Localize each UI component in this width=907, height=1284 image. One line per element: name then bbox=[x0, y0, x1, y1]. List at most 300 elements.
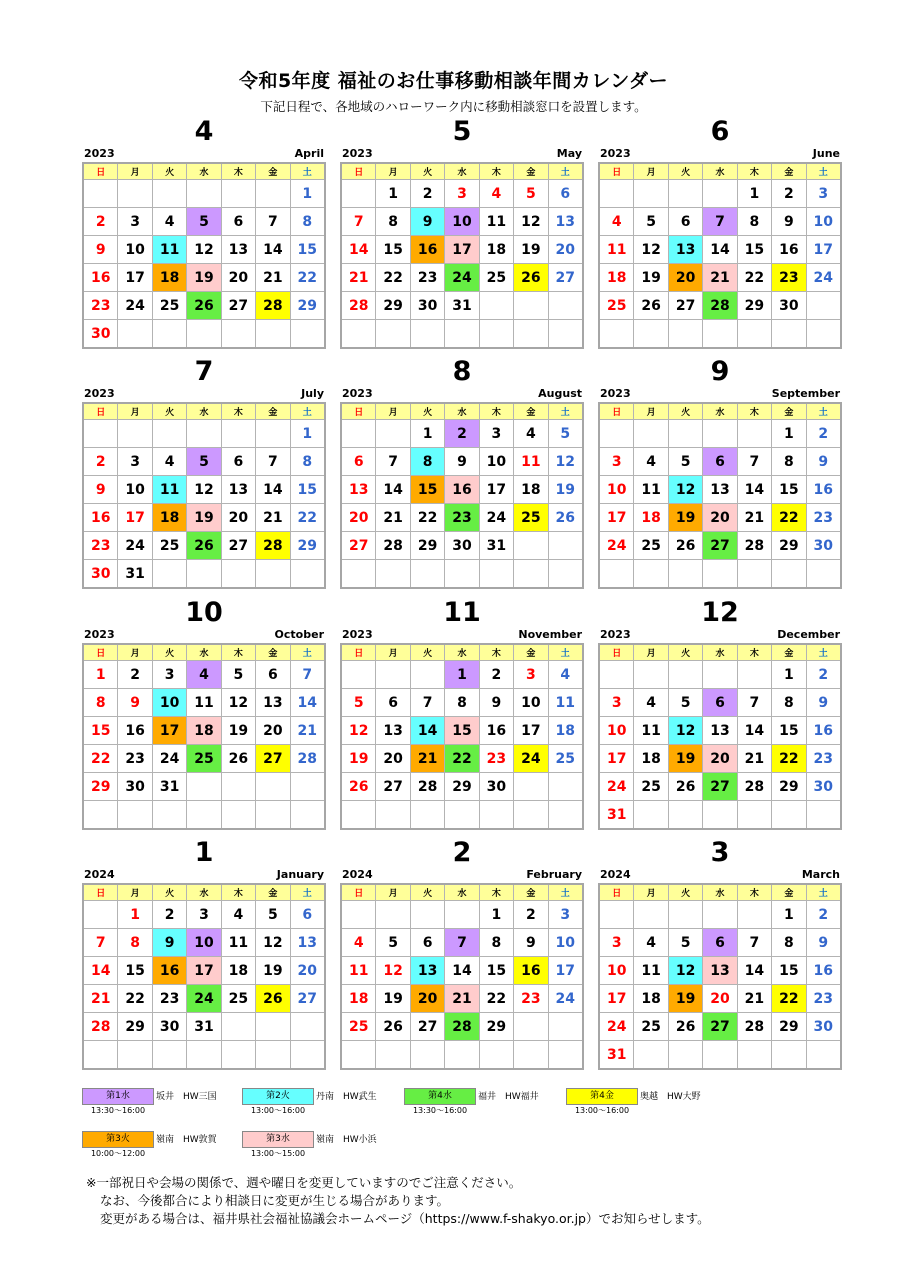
weekday-row bbox=[599, 884, 841, 901]
month-name: December bbox=[777, 628, 840, 641]
day-cell: 22 bbox=[737, 264, 771, 292]
day-cell: 20 bbox=[410, 985, 444, 1013]
day-cell: 14 bbox=[256, 476, 290, 504]
month-year: 2024 bbox=[600, 868, 631, 881]
weekday-header: 月 bbox=[634, 644, 668, 661]
day-cell: 14 bbox=[737, 476, 771, 504]
empty-cell bbox=[83, 180, 118, 208]
week-row bbox=[599, 292, 841, 320]
month-year: 2023 bbox=[342, 387, 373, 400]
day-cell: 22 bbox=[290, 504, 325, 532]
empty-cell bbox=[806, 1041, 841, 1070]
week-row bbox=[599, 957, 841, 985]
legend-time: 13:30～16:00 bbox=[412, 1106, 468, 1115]
month-number: 1 bbox=[194, 837, 214, 868]
empty-cell bbox=[341, 1041, 376, 1070]
day-cell: 2 bbox=[772, 180, 806, 208]
week-row bbox=[83, 957, 325, 985]
day-cell: 22 bbox=[772, 745, 806, 773]
week-row bbox=[599, 236, 841, 264]
weekday-header: 日 bbox=[341, 884, 376, 901]
empty-cell bbox=[514, 1041, 548, 1070]
day-cell: 10 bbox=[187, 929, 221, 957]
empty-cell bbox=[806, 292, 841, 320]
empty-cell bbox=[548, 560, 583, 589]
day-cell: 23 bbox=[152, 985, 186, 1013]
month-year: 2023 bbox=[600, 147, 631, 160]
day-cell: 19 bbox=[668, 745, 702, 773]
day-cell: 27 bbox=[290, 985, 325, 1013]
weekday-header: 火 bbox=[152, 403, 186, 420]
weekday-header: 月 bbox=[118, 163, 152, 180]
day-cell: 7 bbox=[83, 929, 118, 957]
day-cell: 22 bbox=[376, 264, 410, 292]
empty-cell bbox=[514, 801, 548, 830]
day-cell: 26 bbox=[341, 773, 376, 801]
week-row bbox=[341, 420, 583, 448]
day-cell: 5 bbox=[221, 661, 255, 689]
day-cell: 3 bbox=[187, 901, 221, 929]
weekday-row bbox=[341, 163, 583, 180]
day-cell: 25 bbox=[152, 292, 186, 320]
empty-cell bbox=[737, 320, 771, 349]
legend-time: 13:00～16:00 bbox=[250, 1106, 306, 1115]
week-row bbox=[83, 476, 325, 504]
week-row bbox=[599, 560, 841, 589]
empty-cell bbox=[514, 773, 548, 801]
empty-cell bbox=[737, 901, 771, 929]
empty-cell bbox=[410, 901, 444, 929]
empty-cell bbox=[548, 532, 583, 560]
weekday-header: 火 bbox=[152, 644, 186, 661]
weekday-header: 水 bbox=[187, 403, 221, 420]
month-header bbox=[82, 837, 326, 881]
week-row bbox=[599, 208, 841, 236]
day-cell: 22 bbox=[118, 985, 152, 1013]
day-cell: 16 bbox=[806, 717, 841, 745]
weekday-row bbox=[83, 163, 325, 180]
day-cell: 30 bbox=[445, 532, 479, 560]
empty-cell bbox=[256, 180, 290, 208]
day-cell: 6 bbox=[341, 448, 376, 476]
day-cell: 17 bbox=[514, 717, 548, 745]
month-header bbox=[82, 116, 326, 160]
weekday-header: 木 bbox=[479, 163, 513, 180]
week-row bbox=[599, 929, 841, 957]
day-cell: 23 bbox=[479, 745, 513, 773]
day-cell: 10 bbox=[445, 208, 479, 236]
day-cell: 13 bbox=[376, 717, 410, 745]
day-cell: 3 bbox=[479, 420, 513, 448]
day-cell: 21 bbox=[376, 504, 410, 532]
day-cell: 16 bbox=[806, 957, 841, 985]
day-cell: 4 bbox=[152, 448, 186, 476]
day-cell: 22 bbox=[772, 504, 806, 532]
day-cell: 31 bbox=[118, 560, 152, 589]
weekday-header: 水 bbox=[445, 403, 479, 420]
month-number: 8 bbox=[452, 356, 472, 387]
empty-cell bbox=[290, 320, 325, 349]
day-cell: 5 bbox=[187, 448, 221, 476]
empty-cell bbox=[256, 773, 290, 801]
month-name: May bbox=[556, 147, 582, 160]
day-cell: 19 bbox=[376, 985, 410, 1013]
day-cell: 13 bbox=[221, 236, 255, 264]
empty-cell bbox=[221, 1041, 255, 1070]
empty-cell bbox=[668, 901, 702, 929]
day-cell: 16 bbox=[118, 717, 152, 745]
empty-cell bbox=[290, 773, 325, 801]
weekday-header: 火 bbox=[410, 884, 444, 901]
weekday-header: 木 bbox=[221, 884, 255, 901]
month-number: 9 bbox=[710, 356, 730, 387]
day-cell: 3 bbox=[599, 929, 634, 957]
day-cell: 5 bbox=[376, 929, 410, 957]
empty-cell bbox=[118, 320, 152, 349]
month-name: June bbox=[812, 147, 840, 160]
day-cell: 2 bbox=[806, 420, 841, 448]
weekday-header: 土 bbox=[290, 163, 325, 180]
empty-cell bbox=[118, 420, 152, 448]
day-cell: 1 bbox=[772, 661, 806, 689]
day-cell: 17 bbox=[187, 957, 221, 985]
week-row bbox=[341, 476, 583, 504]
empty-cell bbox=[514, 1013, 548, 1041]
month-number: 11 bbox=[443, 597, 481, 628]
day-cell: 4 bbox=[479, 180, 513, 208]
day-cell: 12 bbox=[341, 717, 376, 745]
empty-cell bbox=[445, 320, 479, 349]
empty-cell bbox=[514, 292, 548, 320]
empty-cell bbox=[256, 801, 290, 830]
empty-cell bbox=[256, 560, 290, 589]
day-cell: 20 bbox=[221, 504, 255, 532]
weekday-header: 金 bbox=[514, 884, 548, 901]
day-cell: 13 bbox=[703, 957, 737, 985]
day-cell: 1 bbox=[479, 901, 513, 929]
day-cell: 6 bbox=[221, 208, 255, 236]
weekday-row bbox=[599, 403, 841, 420]
legend-swatch: 第3火 bbox=[82, 1131, 154, 1148]
legend-label: 丹南 HW武生 bbox=[316, 1092, 377, 1102]
weekday-header: 土 bbox=[290, 403, 325, 420]
week-row bbox=[83, 901, 325, 929]
week-row bbox=[599, 320, 841, 349]
weekday-header: 木 bbox=[221, 163, 255, 180]
day-cell: 9 bbox=[83, 476, 118, 504]
empty-cell bbox=[599, 901, 634, 929]
day-cell: 19 bbox=[668, 504, 702, 532]
day-cell: 30 bbox=[772, 292, 806, 320]
empty-cell bbox=[221, 320, 255, 349]
day-cell: 23 bbox=[410, 264, 444, 292]
day-cell: 21 bbox=[256, 264, 290, 292]
day-cell: 1 bbox=[772, 420, 806, 448]
legend-label: 嶺南 HW小浜 bbox=[316, 1135, 377, 1145]
weekday-header: 木 bbox=[479, 884, 513, 901]
day-cell: 6 bbox=[410, 929, 444, 957]
day-cell: 3 bbox=[599, 689, 634, 717]
day-cell: 25 bbox=[341, 1013, 376, 1041]
day-cell: 27 bbox=[341, 532, 376, 560]
week-row bbox=[599, 448, 841, 476]
day-cell: 28 bbox=[256, 292, 290, 320]
weekday-header: 日 bbox=[599, 884, 634, 901]
note-line: ※一部祝日や会場の関係で、週や曜日を変更していますのでご注意ください。 bbox=[86, 1175, 522, 1190]
month-number: 10 bbox=[185, 597, 223, 628]
day-cell: 19 bbox=[187, 264, 221, 292]
weekday-header: 月 bbox=[118, 644, 152, 661]
day-cell: 7 bbox=[737, 689, 771, 717]
calendar-table bbox=[340, 643, 584, 830]
day-cell: 12 bbox=[376, 957, 410, 985]
day-cell: 29 bbox=[290, 532, 325, 560]
empty-cell bbox=[479, 1041, 513, 1070]
empty-cell bbox=[410, 661, 444, 689]
day-cell: 1 bbox=[410, 420, 444, 448]
month-header bbox=[82, 597, 326, 641]
weekday-row bbox=[599, 644, 841, 661]
empty-cell bbox=[256, 1013, 290, 1041]
day-cell: 1 bbox=[83, 661, 118, 689]
weekday-row bbox=[341, 884, 583, 901]
day-cell: 15 bbox=[445, 717, 479, 745]
empty-cell bbox=[634, 901, 668, 929]
weekday-header: 月 bbox=[376, 884, 410, 901]
day-cell: 2 bbox=[806, 661, 841, 689]
day-cell: 21 bbox=[737, 504, 771, 532]
empty-cell bbox=[152, 801, 186, 830]
day-cell: 25 bbox=[599, 292, 634, 320]
day-cell: 13 bbox=[256, 689, 290, 717]
week-row bbox=[599, 985, 841, 1013]
day-cell: 12 bbox=[668, 717, 702, 745]
month-year: 2023 bbox=[84, 147, 115, 160]
empty-cell bbox=[668, 180, 702, 208]
empty-cell bbox=[221, 801, 255, 830]
day-cell: 2 bbox=[806, 901, 841, 929]
month-year: 2023 bbox=[600, 628, 631, 641]
day-cell: 18 bbox=[514, 476, 548, 504]
month-name: October bbox=[274, 628, 324, 641]
day-cell: 1 bbox=[290, 180, 325, 208]
day-cell: 11 bbox=[221, 929, 255, 957]
week-row bbox=[599, 264, 841, 292]
weekday-header: 日 bbox=[599, 163, 634, 180]
week-row bbox=[599, 476, 841, 504]
week-row bbox=[599, 1013, 841, 1041]
day-cell: 21 bbox=[256, 504, 290, 532]
day-cell: 2 bbox=[83, 448, 118, 476]
day-cell: 17 bbox=[599, 985, 634, 1013]
day-cell: 22 bbox=[290, 264, 325, 292]
day-cell: 13 bbox=[290, 929, 325, 957]
day-cell: 6 bbox=[290, 901, 325, 929]
day-cell: 30 bbox=[806, 1013, 841, 1041]
day-cell: 27 bbox=[668, 292, 702, 320]
empty-cell bbox=[152, 320, 186, 349]
day-cell: 24 bbox=[548, 985, 583, 1013]
weekday-row bbox=[341, 644, 583, 661]
week-row bbox=[341, 448, 583, 476]
day-cell: 3 bbox=[152, 661, 186, 689]
day-cell: 22 bbox=[83, 745, 118, 773]
day-cell: 23 bbox=[83, 292, 118, 320]
empty-cell bbox=[514, 560, 548, 589]
empty-cell bbox=[410, 320, 444, 349]
day-cell: 10 bbox=[118, 476, 152, 504]
day-cell: 29 bbox=[772, 1013, 806, 1041]
weekday-header: 土 bbox=[806, 884, 841, 901]
weekday-header: 日 bbox=[599, 403, 634, 420]
empty-cell bbox=[187, 420, 221, 448]
weekday-header: 水 bbox=[445, 884, 479, 901]
calendar-table bbox=[598, 402, 842, 589]
day-cell: 1 bbox=[118, 901, 152, 929]
day-cell: 4 bbox=[634, 448, 668, 476]
day-cell: 30 bbox=[806, 532, 841, 560]
legend-label: 坂井 HW三国 bbox=[156, 1092, 217, 1102]
week-row bbox=[341, 1041, 583, 1070]
day-cell: 16 bbox=[410, 236, 444, 264]
day-cell: 30 bbox=[479, 773, 513, 801]
day-cell: 17 bbox=[445, 236, 479, 264]
weekday-header: 月 bbox=[376, 163, 410, 180]
day-cell: 25 bbox=[634, 532, 668, 560]
day-cell: 3 bbox=[599, 448, 634, 476]
day-cell: 6 bbox=[548, 180, 583, 208]
day-cell: 3 bbox=[118, 208, 152, 236]
empty-cell bbox=[290, 1041, 325, 1070]
month-number: 12 bbox=[701, 597, 739, 628]
empty-cell bbox=[548, 320, 583, 349]
day-cell: 8 bbox=[737, 208, 771, 236]
day-cell: 23 bbox=[83, 532, 118, 560]
legend-swatch: 第3水 bbox=[242, 1131, 314, 1148]
day-cell: 8 bbox=[83, 689, 118, 717]
week-row bbox=[341, 532, 583, 560]
day-cell: 9 bbox=[445, 448, 479, 476]
empty-cell bbox=[668, 661, 702, 689]
calendar-table bbox=[82, 883, 326, 1070]
empty-cell bbox=[806, 560, 841, 589]
empty-cell bbox=[599, 420, 634, 448]
month-name: January bbox=[276, 868, 324, 881]
week-row bbox=[83, 292, 325, 320]
day-cell: 20 bbox=[548, 236, 583, 264]
empty-cell bbox=[187, 1041, 221, 1070]
day-cell: 21 bbox=[737, 745, 771, 773]
day-cell: 28 bbox=[290, 745, 325, 773]
empty-cell bbox=[772, 801, 806, 830]
day-cell: 2 bbox=[83, 208, 118, 236]
day-cell: 30 bbox=[118, 773, 152, 801]
day-cell: 3 bbox=[118, 448, 152, 476]
day-cell: 5 bbox=[634, 208, 668, 236]
week-row bbox=[341, 292, 583, 320]
day-cell: 11 bbox=[634, 717, 668, 745]
month-calendar bbox=[598, 837, 842, 1070]
empty-cell bbox=[256, 320, 290, 349]
day-cell: 1 bbox=[290, 420, 325, 448]
day-cell: 4 bbox=[548, 661, 583, 689]
empty-cell bbox=[376, 560, 410, 589]
day-cell: 19 bbox=[668, 985, 702, 1013]
day-cell: 4 bbox=[599, 208, 634, 236]
day-cell: 29 bbox=[445, 773, 479, 801]
month-number: 7 bbox=[194, 356, 214, 387]
day-cell: 9 bbox=[806, 448, 841, 476]
empty-cell bbox=[187, 180, 221, 208]
legend-label: 福井 HW福井 bbox=[478, 1092, 539, 1102]
weekday-header: 水 bbox=[445, 163, 479, 180]
empty-cell bbox=[634, 661, 668, 689]
day-cell: 22 bbox=[445, 745, 479, 773]
day-cell: 17 bbox=[479, 476, 513, 504]
week-row bbox=[599, 717, 841, 745]
day-cell: 20 bbox=[290, 957, 325, 985]
week-row bbox=[83, 717, 325, 745]
weekday-header: 月 bbox=[634, 163, 668, 180]
month-header bbox=[340, 837, 584, 881]
month-header bbox=[340, 597, 584, 641]
empty-cell bbox=[256, 1041, 290, 1070]
week-row bbox=[83, 773, 325, 801]
week-row bbox=[83, 560, 325, 589]
weekday-header: 木 bbox=[479, 644, 513, 661]
day-cell: 11 bbox=[599, 236, 634, 264]
empty-cell bbox=[376, 1041, 410, 1070]
empty-cell bbox=[376, 420, 410, 448]
week-row bbox=[83, 745, 325, 773]
day-cell: 4 bbox=[634, 689, 668, 717]
empty-cell bbox=[634, 320, 668, 349]
empty-cell bbox=[221, 1013, 255, 1041]
day-cell: 31 bbox=[599, 1041, 634, 1070]
day-cell: 19 bbox=[341, 745, 376, 773]
day-cell: 11 bbox=[152, 476, 186, 504]
empty-cell bbox=[634, 801, 668, 830]
day-cell: 9 bbox=[118, 689, 152, 717]
day-cell: 10 bbox=[599, 957, 634, 985]
day-cell: 15 bbox=[83, 717, 118, 745]
day-cell: 15 bbox=[772, 957, 806, 985]
day-cell: 23 bbox=[806, 504, 841, 532]
day-cell: 8 bbox=[479, 929, 513, 957]
week-row bbox=[599, 420, 841, 448]
empty-cell bbox=[668, 801, 702, 830]
day-cell: 18 bbox=[634, 985, 668, 1013]
empty-cell bbox=[703, 901, 737, 929]
day-cell: 25 bbox=[221, 985, 255, 1013]
weekday-row bbox=[83, 884, 325, 901]
day-cell: 5 bbox=[514, 180, 548, 208]
day-cell: 5 bbox=[256, 901, 290, 929]
day-cell: 12 bbox=[187, 236, 221, 264]
week-row bbox=[341, 901, 583, 929]
empty-cell bbox=[772, 1041, 806, 1070]
empty-cell bbox=[187, 320, 221, 349]
day-cell: 11 bbox=[187, 689, 221, 717]
month-year: 2023 bbox=[600, 387, 631, 400]
day-cell: 4 bbox=[341, 929, 376, 957]
empty-cell bbox=[703, 560, 737, 589]
week-row bbox=[341, 504, 583, 532]
day-cell: 26 bbox=[187, 532, 221, 560]
week-row bbox=[83, 985, 325, 1013]
month-header bbox=[598, 116, 842, 160]
week-row bbox=[341, 689, 583, 717]
